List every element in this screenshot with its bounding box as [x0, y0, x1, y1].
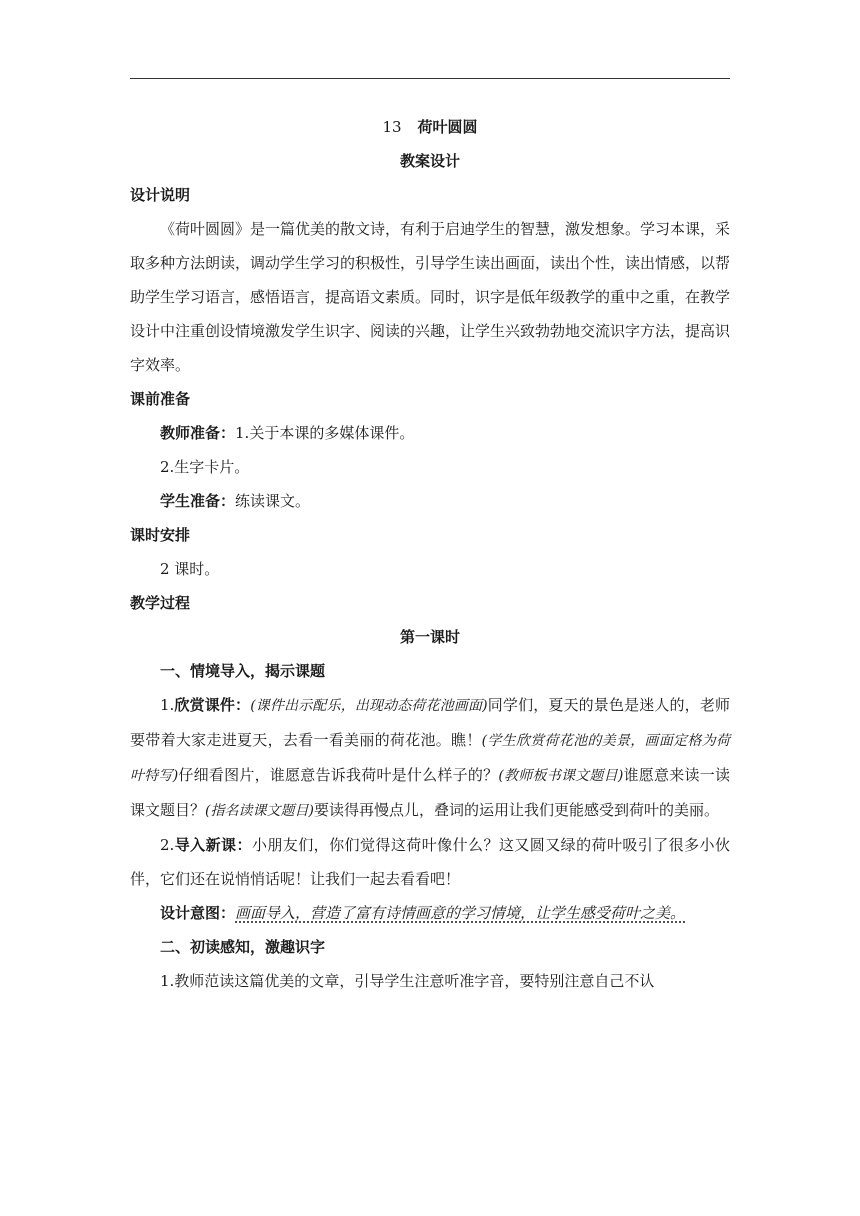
design-intent-label: 设计意图：: [160, 904, 236, 922]
process-heading: 教学过程: [130, 594, 191, 612]
schedule-text: 2 课时。: [160, 560, 220, 578]
section2-item1: 1.教师范读这篇优美的文章，引导学生注意听准字音，要特别注意自己不认: [160, 972, 655, 990]
schedule-heading: 课时安排: [130, 526, 191, 544]
lesson1-heading: 第一课时: [399, 628, 460, 646]
item1-text4: 要读得再慢点儿，叠词的运用让我们更能感受到荷叶的美丽。: [313, 801, 719, 819]
design-note-body: 《荷叶圆圆》是一篇优美的散文诗，有利于启迪学生的智慧，激发想象。学习本课，采取多种方法朗读，调动学生学习的积极性，引导学生读出画面，读出个性，读出情感，以帮助学生学习语言，感悟语言，提高语文素质。同时，识字是低年级教学的重中之重，在教学设计中注重创设情境激发学生识字、阅读的兴趣，让学生兴致勃勃地交流识字方法，提高识字效率。: [130, 220, 731, 374]
teacher-prep: [130, 416, 730, 450]
student-prep: [130, 484, 730, 518]
item1-text3: 谁愿意来读一读课文题目？: [130, 766, 730, 819]
item1-text1: 同学们，夏天的景色是迷人的，老师要带着大家走进夏天，去看一看美丽的荷花池。瞧！: [130, 696, 730, 749]
item1-num: 1.: [160, 696, 175, 714]
design-intent: [130, 896, 730, 930]
student-prep-text: 练读课文。: [235, 492, 311, 510]
prep-heading: 课前准备: [130, 390, 191, 408]
student-prep-label: 学生准备：: [160, 492, 236, 510]
lesson-title-text: 荷叶圆圆: [417, 118, 478, 136]
section1-item2: [130, 828, 730, 896]
section1-heading: 一、情境导入，揭示课题: [160, 662, 326, 680]
teacher-prep-label: 教师准备：: [160, 424, 236, 442]
header-rule: [130, 78, 730, 79]
teacher-prep-item2: 2.生字卡片。: [160, 458, 250, 476]
document-page: [130, 110, 730, 998]
item1-note4: (指名读课文题目): [205, 803, 314, 819]
design-intent-text: 画面导入，营造了富有诗情画意的学习情境，让学生感受荷叶之美。: [235, 904, 686, 922]
item2-label: 导入新课：: [174, 836, 252, 854]
design-note-heading: 设计说明: [130, 186, 191, 204]
item1-note2: (学生欣赏荷花池的美景，画面定格为荷叶特写): [130, 733, 730, 784]
lesson-title: [130, 110, 730, 144]
section2-heading: 二、初读感知，激趣识字: [160, 938, 326, 956]
doc-title: 教案设计: [399, 152, 460, 170]
item1-text2: 仔细看图片，谁愿意告诉我荷叶是什么样子的？: [178, 766, 499, 784]
item1-note3: (教师板书课文题目): [498, 768, 624, 784]
lesson-number: 13: [382, 118, 402, 136]
item2-num: 2.: [160, 836, 175, 854]
section1-item1: [130, 688, 730, 828]
item1-note1: (课件出示配乐，出现动态荷花池画面): [250, 698, 488, 714]
item1-label: 欣赏课件：: [174, 696, 251, 714]
item2-text: 小朋友们，你们觉得这荷叶像什么？这又圆又绿的荷叶吸引了很多小伙伴，它们还在说悄悄话呢！让我们一起去看看吧！: [130, 836, 730, 888]
teacher-prep-item1: 1.关于本课的多媒体课件。: [235, 424, 415, 442]
